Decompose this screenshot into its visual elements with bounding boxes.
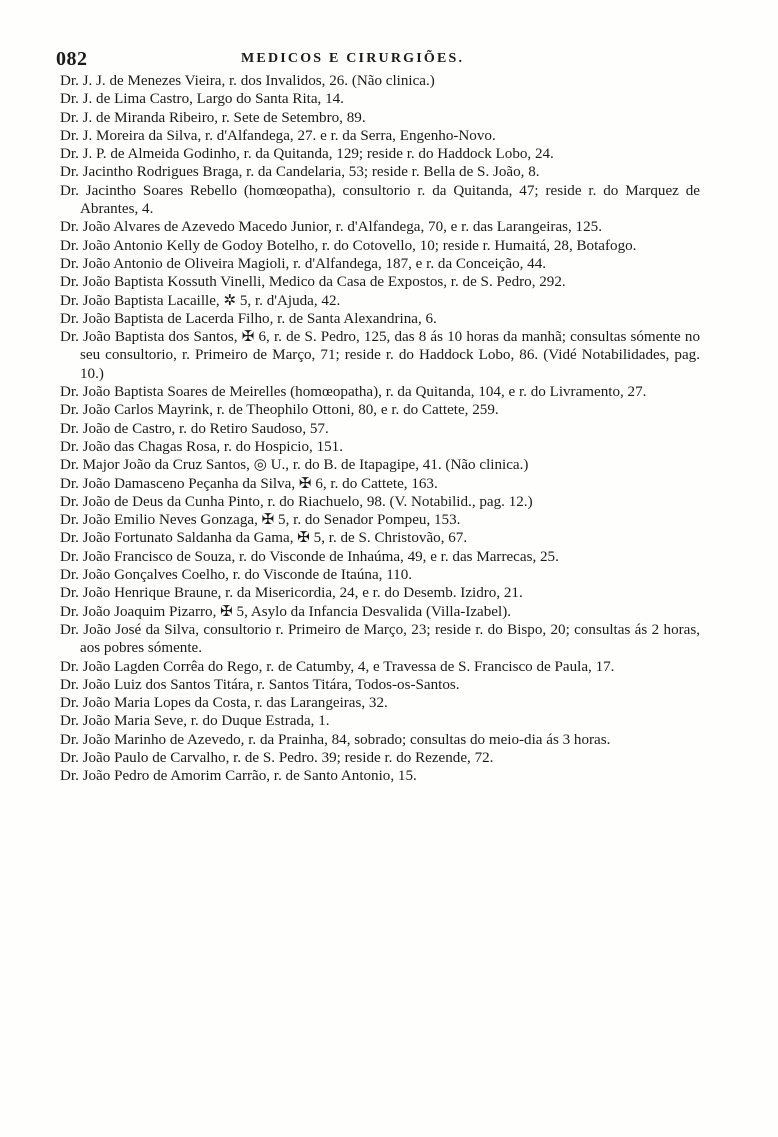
physician-entry: Dr. Jacintho Rodrigues Braga, r. da Candelaria, 53; reside r. Bella de S. João, 8. <box>60 164 540 181</box>
physician-entry: Dr. J. P. de Almeida Godinho, r. da Quitanda, 129; reside r. do Haddock Lobo, 24. <box>60 146 554 163</box>
physician-entry: Dr. J. de Miranda Ribeiro, r. Sete de Setembro, 89. <box>60 109 366 126</box>
physician-entry: Dr. João de Castro, r. do Retiro Saudoso, 57. <box>60 420 329 437</box>
physician-entry: Dr. João Baptista Lacaille, ✲ 5, r. d'Ajuda, 42. <box>60 292 341 309</box>
physician-list <box>60 72 700 786</box>
physician-entry: Dr. João Alvares de Azevedo Macedo Junior, r. d'Alfandega, 70, e r. das Larangeiras, 125. <box>60 219 602 236</box>
physician-entry: Dr. João Marinho de Azevedo, r. da Prainha, 84, sobrado; consultas do meio-dia ás 3 horas. <box>60 731 611 748</box>
physician-entry: Dr. João Antonio Kelly de Godoy Botelho, r. do Cotovello, 10; reside r. Humaitá, 28, Botafogo. <box>60 237 637 254</box>
physician-entry: Dr. João Lagden Corrêa do Rego, r. de Catumby, 4, e Travessa de S. Francisco de Paula, 17. <box>60 658 615 675</box>
physician-entry: Dr. João Fortunato Saldanha da Gama, ✠ 5, r. de S. Christovão, 67. <box>60 530 468 547</box>
physician-entry: Dr. João Baptista Kossuth Vinelli, Medico da Casa de Expostos, r. de S. Pedro, 292. <box>60 274 566 291</box>
page-header <box>56 48 706 72</box>
physician-entry: Dr. J. de Lima Castro, Largo do Santa Rita, 14. <box>60 91 344 108</box>
physician-entry: Dr. João Luiz dos Santos Titára, r. Santos Titára, Todos-os-Santos. <box>60 676 460 693</box>
physician-entry: Dr. J. Moreira da Silva, r. d'Alfandega, 27. e r. da Serra, Engenho-Novo. <box>60 127 496 144</box>
physician-entry: Dr. João Baptista Soares de Meirelles (homœopatha), r. da Quitanda, 104, e r. do Livramento, 27. <box>60 384 647 401</box>
physician-entry: Dr. João Joaquim Pizarro, ✠ 5, Asylo da Infancia Desvalida (Villa-Izabel). <box>60 603 511 620</box>
physician-entry: Dr. João Maria Lopes da Costa, r. das Larangeiras, 32. <box>60 695 388 712</box>
physician-entry: Dr. João Pedro de Amorim Carrão, r. de Santo Antonio, 15. <box>60 768 417 785</box>
physician-entry: Dr. João Henrique Braune, r. da Misericordia, 24, e r. do Desemb. Izidro, 21. <box>60 585 523 602</box>
physician-entry: Dr. João Baptista de Lacerda Filho, r. de Santa Alexandrina, 6. <box>60 310 437 327</box>
physician-entry: Dr. João Maria Seve, r. do Duque Estrada, 1. <box>60 713 330 730</box>
physician-entry: Dr. João Antonio de Oliveira Magioli, r. d'Alfandega, 187, e r. da Conceição, 44. <box>60 255 547 272</box>
page-number: 082 <box>56 48 88 70</box>
physician-entry: Dr. João das Chagas Rosa, r. do Hospicio, 151. <box>60 438 343 455</box>
physician-entry: Dr. João Francisco de Souza, r. do Visconde de Inhaúma, 49, e r. das Marrecas, 25. <box>60 548 559 565</box>
physician-entry: Dr. João Gonçalves Coelho, r. do Visconde de Itaúna, 110. <box>60 567 413 584</box>
physician-entry: Dr. Jacintho Soares Rebello (homœopatha), consultorio r. da Quitanda, 47; reside r. do Marquez de Abrantes, 4. <box>60 182 700 218</box>
physician-entry: Dr. João José da Silva, consultorio r. Primeiro de Março, 23; reside r. do Bispo, 20; consultas ás 2 horas, aos pobres sómente. <box>60 621 700 657</box>
physician-entry: Dr. J. J. de Menezes Vieira, r. dos Invalidos, 26. (Não clinica.) <box>60 73 435 89</box>
physician-entry: Dr. João Baptista dos Santos, ✠ 6, r. de S. Pedro, 125, das 8 ás 10 horas da manhã; consultas sómente no seu consultorio, r. Primeiro de Março, 71; reside r. do Haddock Lobo, 86. (Vidé Notabilidades, pag. 10.) <box>60 329 700 382</box>
physician-entry: Dr. Major João da Cruz Santos, ◎ U., r. do B. de Itapagipe, 41. (Não clinica.) <box>60 457 529 474</box>
physician-entry: Dr. João Paulo de Carvalho, r. de S. Pedro. 39; reside r. do Rezende, 72. <box>60 749 494 766</box>
running-title: MEDICOS E CIRURGIÕES. <box>241 51 465 66</box>
physician-entry: Dr. João Emilio Neves Gonzaga, ✠ 5, r. do Senador Pompeu, 153. <box>60 512 461 529</box>
physician-entry: Dr. João Damasceno Peçanha da Silva, ✠ 6, r. do Cattete, 163. <box>60 475 438 492</box>
physician-entry: Dr. João Carlos Mayrink, r. de Theophilo Ottoni, 80, e r. do Cattete, 259. <box>60 402 499 419</box>
physician-entry: Dr. João de Deus da Cunha Pinto, r. do Riachuelo, 98. (V. Notabilid., pag. 12.) <box>60 493 533 510</box>
